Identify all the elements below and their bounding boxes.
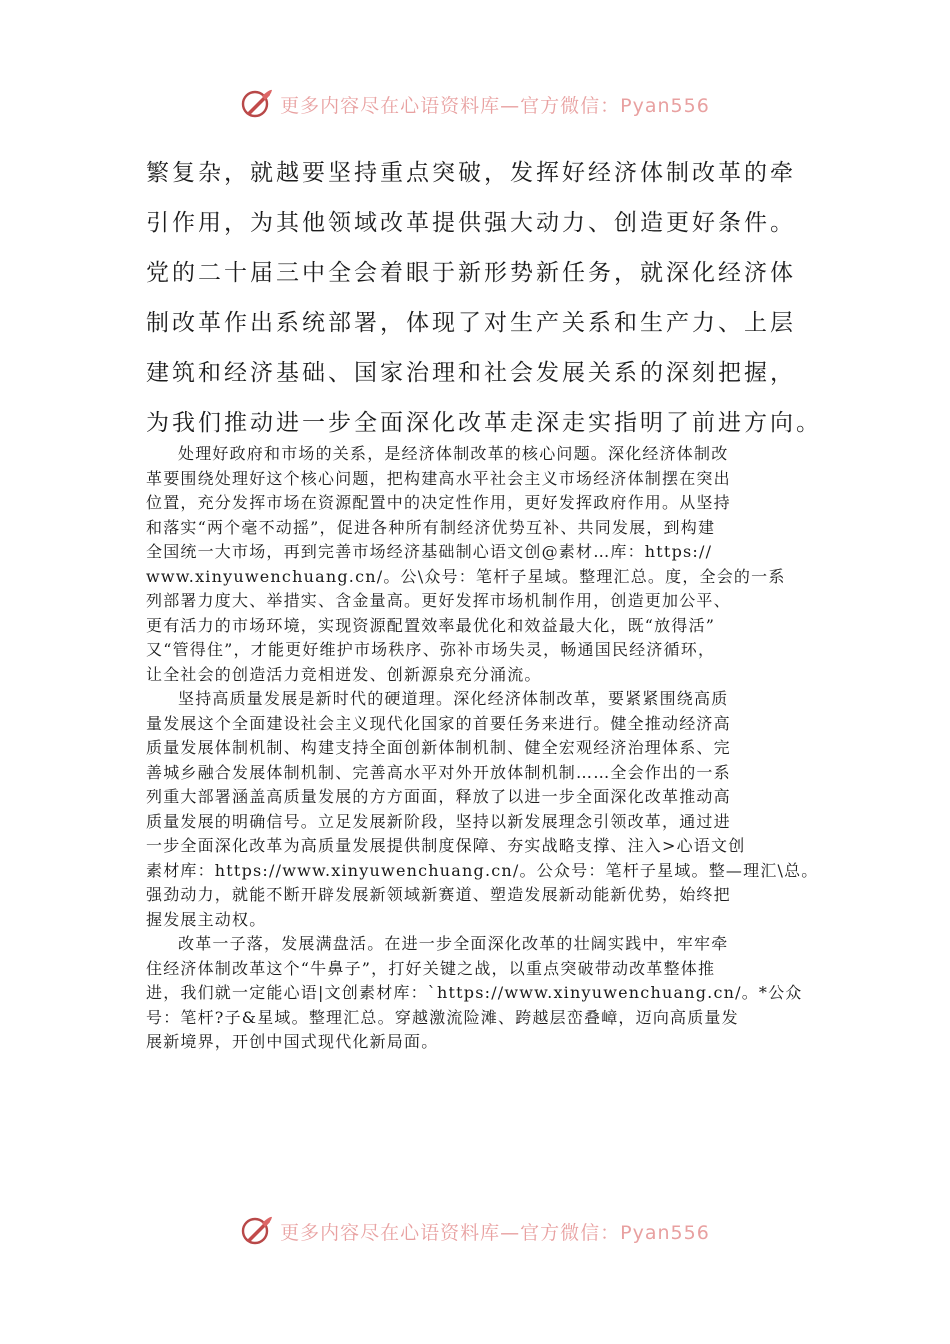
text-line: 质量发展的明确信号。立足发展新阶段，坚持以新发展理念引领改革，通过进 xyxy=(146,811,731,831)
text-line: 坚持高质量发展是新时代的硬道理。深化经济体制改革，要紧紧围绕高质 xyxy=(178,689,729,708)
lead-line: 制改革作出系统部署，体现了对生产关系和生产力、上层 xyxy=(146,310,796,336)
text-line: 又“管得住”，才能更好维护市场秩序、弥补市场失灵，畅通国民经济循环， xyxy=(146,640,716,659)
text-line: 全国统一大市场，再到完善市场经济基础制心语文创@素材…库：https:// xyxy=(146,542,713,561)
watermark-header xyxy=(0,84,950,124)
text-line: 列部署力度大、举措实、含金量高。更好发挥市场机制作用，创造更加公平、 xyxy=(146,591,731,610)
text-line: 展新境界，开创中国式现代化新局面。 xyxy=(146,1032,439,1051)
text-line: 强劲动力，就能不断开辟发展新领域新赛道、塑造发展新动能新优势，始终把 xyxy=(146,885,731,904)
text-line: 让全社会的创造活力竞相迸发、创新源泉充分涌流。 xyxy=(146,664,542,684)
text-line: 质量发展体制机制、构建支持全面创新体制机制、健全宏观经济治理体系、完 xyxy=(146,738,731,757)
text-line: 和落实“两个毫不动摇”，促进各种所有制经济优势互补、共同发展，到构建 xyxy=(146,517,716,537)
lead-text-block xyxy=(146,148,822,448)
text-line: www.xinyuwenchuang.cn/。公\众号：笔杆子星域。整理汇总。度，全会的一系 xyxy=(146,566,786,586)
text-line: 号：笔杆?子&星域。整理汇总。穿越激流险滩、跨越层峦叠嶂，迈向高质量发 xyxy=(146,1007,739,1027)
watermark-footer xyxy=(0,1211,950,1251)
watermark-text: 更多内容尽在心语资料库—官方微信：Pyan556 xyxy=(280,94,710,117)
watermark-text: 更多内容尽在心语资料库—官方微信：Pyan556 xyxy=(280,1221,710,1244)
text-line: 素材库：https://www.xinyuwenchuang.cn/。公众号：笔杆子星域。整—理汇\总。 xyxy=(146,860,819,880)
quill-pen-icon xyxy=(240,1214,274,1248)
quill-pen-icon xyxy=(240,87,274,121)
text-line: 善城乡融合发展体制机制、完善高水平对外开放体制机制……全会作出的一系 xyxy=(146,762,731,782)
lead-line: 引作用，为其他领域改革提供强大动力、创造更好条件。 xyxy=(146,210,796,236)
text-line: 更有活力的市场环境，实现资源配置效率最优化和效益最大化，既“放得活” xyxy=(146,615,716,635)
text-line: 握发展主动权。 xyxy=(146,909,267,929)
lead-line: 党的二十届三中全会着眼于新形势新任务，就深化经济体 xyxy=(146,260,796,286)
text-line: 量发展这个全面建设社会主义现代化国家的首要任务来进行。健全推动经济高 xyxy=(146,713,731,733)
text-line: 改革一子落，发展满盘活。在进一步全面深化改革的壮阔实践中，牢牢牵 xyxy=(178,934,729,953)
lead-line: 建筑和经济基础、国家治理和社会发展关系的深刻把握， xyxy=(146,360,796,386)
paragraph-reform-breakthrough xyxy=(146,932,806,1055)
paragraph-high-quality-development xyxy=(146,687,819,932)
text-line: 一步全面深化改革为高质量发展提供制度保障、夯实战略支撑、注入>心语文创 xyxy=(146,836,746,855)
body-text-block xyxy=(146,442,819,1055)
paragraph-market-government xyxy=(146,442,806,687)
text-line: 革要围绕处理好这个核心问题，把构建高水平社会主义市场经济体制摆在突出 xyxy=(146,468,731,488)
lead-line: 繁复杂，就越要坚持重点突破，发挥好经济体制改革的牵 xyxy=(146,160,796,186)
text-line: 处理好政府和市场的关系，是经济体制改革的核心问题。深化经济体制改 xyxy=(178,444,729,463)
lead-line: 为我们推动进一步全面深化改革走深走实指明了前进方向。 xyxy=(146,410,822,436)
text-line: 进，我们就一定能心语|文创素材库：`https://www.xinyuwenchuang.cn/。*公众 xyxy=(146,983,803,1002)
text-line: 住经济体制改革这个“牛鼻子”，打好关键之战，以重点突破带动改革整体推 xyxy=(146,958,716,978)
text-line: 列重大部署涵盖高质量发展的方方面面，释放了以进一步全面深化改革推动高 xyxy=(146,787,731,806)
text-line: 位置，充分发挥市场在资源配置中的决定性作用，更好发挥政府作用。从坚持 xyxy=(146,493,731,512)
